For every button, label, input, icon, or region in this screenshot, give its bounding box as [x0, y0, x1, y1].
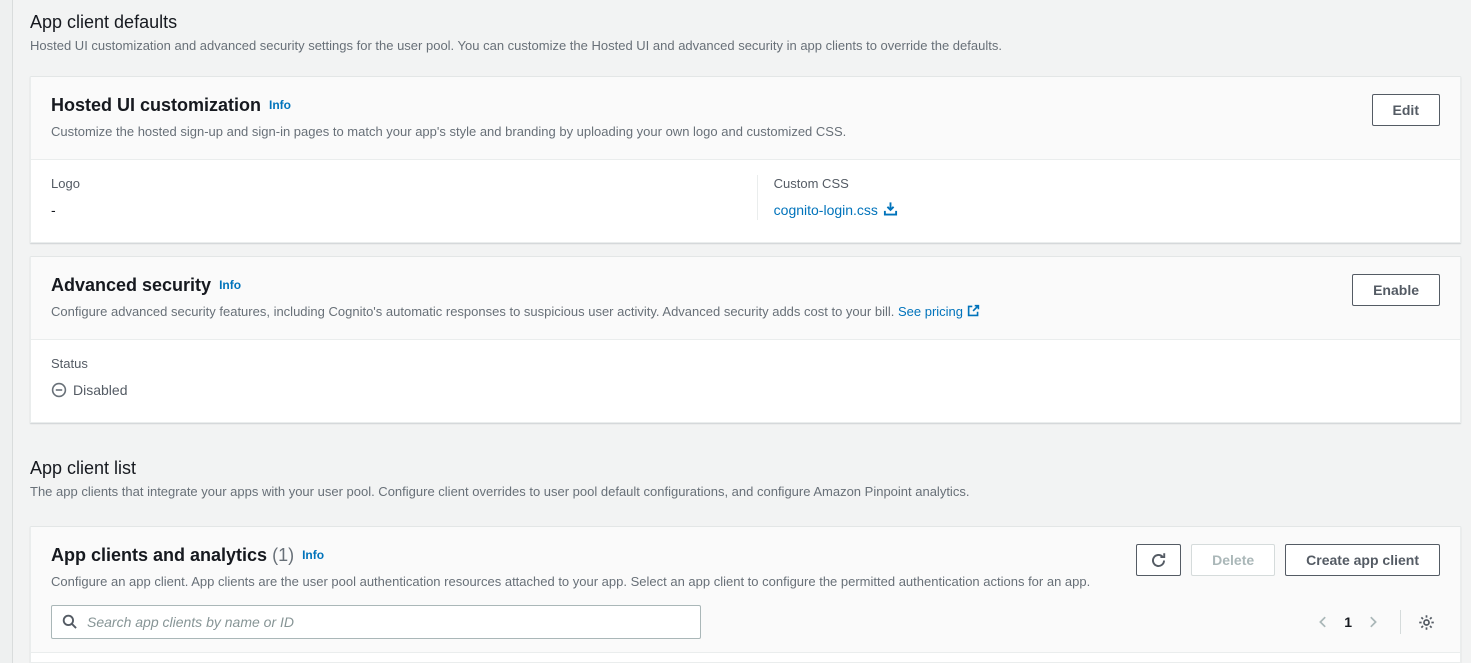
custom-css-file-link[interactable]: cognito-login.css [773, 202, 878, 218]
app-clients-card [30, 526, 1461, 663]
pane-divider [0, 0, 13, 663]
app-client-search [51, 605, 701, 639]
download-icon[interactable] [883, 201, 898, 221]
see-pricing-link[interactable]: See pricing [897, 304, 964, 319]
advanced-security-title-text: Advanced security [51, 275, 212, 295]
search-icon [62, 614, 77, 632]
custom-css-label: Custom CSS [773, 176, 849, 191]
advanced-security-title [51, 274, 980, 298]
app-clients-card-header [31, 527, 1460, 653]
page-header [30, 0, 1461, 55]
logo-field [51, 175, 757, 220]
status-label: Status [51, 356, 88, 371]
gear-icon [1417, 613, 1436, 632]
advanced-security-info-link[interactable]: Info [219, 278, 242, 292]
external-link-icon[interactable] [967, 305, 980, 320]
app-client-list-description: The app clients that integrate your apps with your user pool. Configure client overrides to user pool default configurations, and configure Amazon Pinpoint analytics. [30, 484, 970, 499]
hosted-ui-description: Customize the hosted sign-up and sign-in pages to match your app's style and branding by uploading your own logo and customized CSS. [51, 124, 847, 139]
table-preferences-button[interactable] [1413, 611, 1440, 634]
hosted-ui-card-header [31, 77, 1460, 160]
advanced-security-description-text: Configure advanced security features, including Cognito's automatic responses to suspicious user activity. Advanced security adds cost to your bill. [51, 304, 895, 319]
app-client-list-title: App client list [30, 458, 137, 478]
advanced-security-description [51, 303, 980, 320]
disabled-status-icon [51, 382, 67, 398]
chevron-right-icon [1366, 615, 1380, 629]
enable-button[interactable]: Enable [1352, 274, 1440, 306]
current-page-number[interactable]: 1 [1344, 614, 1352, 630]
app-clients-info-link[interactable]: Info [302, 548, 325, 562]
advanced-security-card [30, 256, 1461, 423]
create-app-client-button[interactable]: Create app client [1285, 544, 1440, 576]
hosted-ui-card-body [31, 160, 1460, 242]
hosted-ui-info-link[interactable]: Info [269, 98, 292, 112]
hosted-ui-title-text: Hosted UI customization [51, 95, 262, 115]
hosted-ui-title [51, 94, 846, 118]
chevron-left-icon [1316, 615, 1330, 629]
page-description: Hosted UI customization and advanced security settings for the user pool. You can customize the Hosted UI and advanced security in app clients to override the defaults. [30, 38, 1002, 53]
app-client-defaults-page [30, 0, 1461, 663]
logo-label: Logo [51, 176, 80, 191]
pagination [1308, 610, 1440, 634]
next-page-button[interactable] [1358, 611, 1388, 633]
logo-value: - [51, 202, 56, 218]
status-badge: Disabled [73, 382, 128, 398]
custom-css-field [757, 175, 1440, 220]
advanced-security-card-body [31, 340, 1460, 422]
status-field [51, 355, 769, 400]
refresh-button[interactable] [1136, 544, 1181, 576]
app-client-list-header [30, 456, 1461, 501]
advanced-security-card-header [31, 257, 1460, 340]
app-clients-table-area [31, 653, 1460, 662]
search-input[interactable] [51, 605, 701, 639]
hosted-ui-customization-card [30, 76, 1461, 243]
page-title: App client defaults [30, 12, 178, 32]
pagination-divider [1400, 610, 1401, 634]
edit-button[interactable]: Edit [1372, 94, 1440, 126]
refresh-icon [1150, 552, 1167, 569]
previous-page-button[interactable] [1308, 611, 1338, 633]
app-clients-title [51, 544, 1090, 568]
delete-button[interactable]: Delete [1191, 544, 1275, 576]
app-clients-description: Configure an app client. App clients are the user pool authentication resources attached to your app. Select an app client to configure the permitted authentication actions for an app. [51, 574, 1091, 589]
app-clients-title-text: App clients and analytics [51, 545, 268, 565]
app-clients-count: (1) [272, 545, 295, 565]
